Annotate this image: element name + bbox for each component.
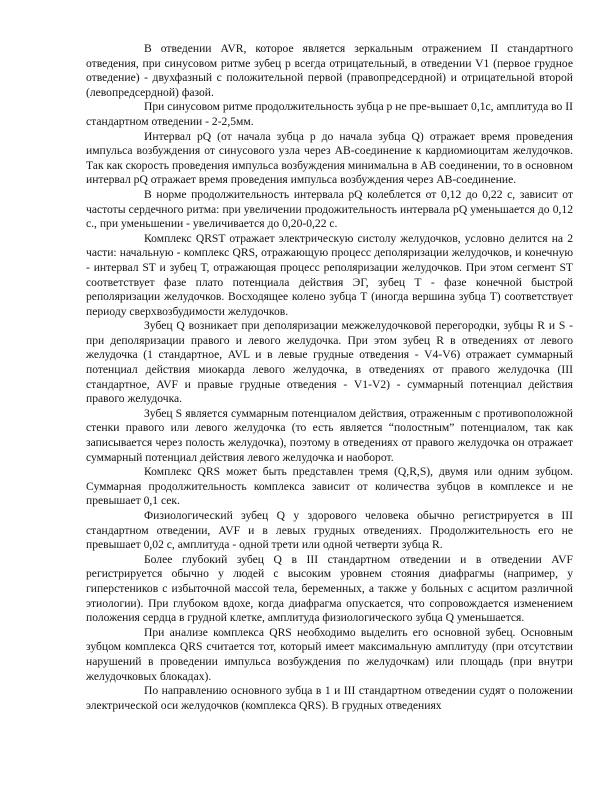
paragraph-main-wave: При анализе комплекса QRS необходимо выделить его основной зубец. Основным зубцом комплекса QRS считается тот, который имеет максимальную амплитуду (при отсутствии нарушений в проведении импульса возбуждения по желудочкам) или площадь (при внутри желудочковых блокадах). [86,625,573,683]
document-page [86,42,573,713]
paragraph-physiological-q: Физиологический зубец Q у здорового человека обычно регистрируется в III стандартном отведении, AVF и в левых грудных отведениях. Продолжительность его не превышает 0,02 с, амплитуда - одной трети или одной четверти зубца R. [86,509,573,552]
paragraph-deep-q: Более глубокий зубец Q в III стандартном отведении и в отведении AVF регистрируется обычно у людей с высоким уровнем стояния диафрагмы (например, у гиперстеников с избыточной массой тела, беременных, а также у больных с асцитом различной этиологии). При глубоком вдохе, когда диафрагма опускается, что сопровождается изменением положения сердца в грудной клетке, амплитуда физиологического зубца Q уменьшается. [86,552,573,625]
paragraph-s-wave: Зубец S является суммарным потенциалом действия, отраженным с противоположной стенки правого или левого желудочка (то есть является “полостным” потенциалом, так как записывается через полость желудочка), поэтому в отведениях от правого желудочка он отражает суммарный потенциал действия левого желудочка и наоборот. [86,406,573,464]
paragraph-electrical-axis: По направлению основного зубца в 1 и III стандартном отведении судят о положении электрической оси желудочков (комплекса QRS). В грудных отведениях [86,684,573,712]
paragraph-qrs-composition: Комплекс QRS может быть представлен тремя (Q,R,S), двумя или одним зубцом. Суммарная продолжительность комплекса зависит от количества зубцов в комплексе и не превышает 0,1 сек. [86,465,573,508]
paragraph-q-wave-origin: Зубец Q возникает при деполяризации межжелудочковой перегородки, зубцы R и S - при деполяризации правого и левого желудочка. При этом зубец R в отведениях от левого желудочка (1 стандартное, AVL и в левые грудные отведения - V4-V6) отражает суммарный потенциал действия миокарда левого желудочка, в отведениях от правого желудочка (III стандартное, AVF и правые грудные отведения - V1-V2) - суммарный потенциал действия правого желудочка. [86,319,573,406]
paragraph-qrst-complex: Комплекс QRST отражает электрическую систолу желудочков, условно делится на 2 части: начальную - комплекс QRS, отражающую процесс деполяризации желудочков, и конечную - интервал ST и зубец Т, отражающая процесс реполяризации желудочков. При этом сегмент ST соответствует фазе плато потенциала действия ЭГ, зубец Т - фазе конечной быстрой реполяризации желудочков. Восходящее колено зубца Т (иногда вершина зубца Т) соответствует периоду сверхвозбудимости желудочков. [86,231,573,318]
paragraph-avr-lead: В отведении AVR, которое является зеркальным отражением II стандартного отведения, при синусовом ритме зубец р всегда отрицательный, в отведении V1 (первое грудное отведение) - двухфазный с положительной первой (правопредсердной) и отрицательной второй (левопредсердной) фазой. [86,42,573,99]
paragraph-pq-interval: Интервал pQ (от начала зубца р до начала зубца Q) отражает время проведения импульса возбуждения от синусового узла через АВ-соединение к кардиомиоцитам желудочков. Так как скорость проведения импульса возбуждения минимальна в АВ соединении, то в основном интервал pQ отражает время проведения импульса возбуждения через АВ-соединение. [86,129,573,187]
paragraph-pq-norm: В норме продолжительность интервала pQ колеблется от 0,12 до 0,22 с, зависит от частоты сердечного ритма: при увеличении продожительность интервала pQ уменьшается до 0,12 с., при уменьшении - увеличивается до 0,20-0,22 с. [86,187,573,231]
paragraph-p-wave-duration: При синусовом ритме продолжительность зубца р не пре-вышает 0,1с, амплитуда во II стандартном отведении - 2-2,5мм. [86,100,573,128]
